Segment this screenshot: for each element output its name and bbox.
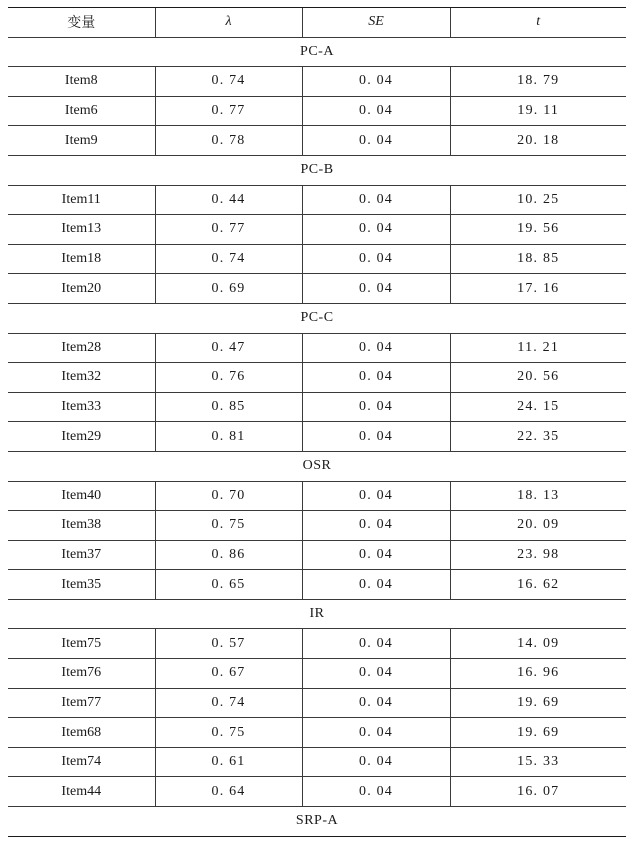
lambda-cell: 0. 44 bbox=[155, 185, 302, 215]
lambda-cell: 0. 74 bbox=[155, 244, 302, 274]
lambda-cell: 0. 57 bbox=[155, 629, 302, 659]
lambda-cell: 0. 75 bbox=[155, 718, 302, 748]
table-row bbox=[8, 392, 626, 422]
item-cell: Item20 bbox=[8, 274, 155, 304]
t-cell: 19. 69 bbox=[450, 688, 626, 718]
t-cell: 14. 09 bbox=[450, 629, 626, 659]
lambda-cell: 0. 64 bbox=[155, 777, 302, 807]
se-cell: 0. 04 bbox=[302, 718, 450, 748]
t-cell: 16. 62 bbox=[450, 570, 626, 600]
t-cell: 23. 98 bbox=[450, 540, 626, 570]
item-cell: Item74 bbox=[8, 747, 155, 777]
se-cell: 0. 04 bbox=[302, 540, 450, 570]
lambda-cell: 0. 86 bbox=[155, 540, 302, 570]
t-cell: 19. 69 bbox=[450, 718, 626, 748]
item-cell: Item18 bbox=[8, 244, 155, 274]
t-cell: 19. 11 bbox=[450, 96, 626, 126]
se-cell: 0. 04 bbox=[302, 244, 450, 274]
table-row bbox=[8, 244, 626, 274]
table-row bbox=[8, 185, 626, 215]
t-cell: 19. 56 bbox=[450, 215, 626, 245]
item-cell: Item37 bbox=[8, 540, 155, 570]
header-row bbox=[8, 8, 626, 38]
se-cell: 0. 04 bbox=[302, 481, 450, 511]
lambda-cell: 0. 74 bbox=[155, 67, 302, 97]
se-cell: 0. 04 bbox=[302, 67, 450, 97]
group-label: IR bbox=[8, 599, 626, 629]
se-cell: 0. 04 bbox=[302, 629, 450, 659]
t-cell: 20. 56 bbox=[450, 363, 626, 393]
item-cell: Item28 bbox=[8, 333, 155, 363]
lambda-cell: 0. 81 bbox=[155, 422, 302, 452]
table-row bbox=[8, 215, 626, 245]
lambda-cell: 0. 76 bbox=[155, 363, 302, 393]
se-cell: 0. 04 bbox=[302, 422, 450, 452]
t-cell: 22. 35 bbox=[450, 422, 626, 452]
t-cell: 18. 79 bbox=[450, 67, 626, 97]
table-body bbox=[8, 37, 626, 836]
table-row bbox=[8, 96, 626, 126]
table-row bbox=[8, 718, 626, 748]
se-cell: 0. 04 bbox=[302, 747, 450, 777]
item-cell: Item40 bbox=[8, 481, 155, 511]
t-cell: 24. 15 bbox=[450, 392, 626, 422]
t-cell: 20. 09 bbox=[450, 511, 626, 541]
group-row bbox=[8, 303, 626, 333]
se-cell: 0. 04 bbox=[302, 688, 450, 718]
item-cell: Item9 bbox=[8, 126, 155, 156]
lambda-cell: 0. 65 bbox=[155, 570, 302, 600]
se-cell: 0. 04 bbox=[302, 96, 450, 126]
table-row bbox=[8, 363, 626, 393]
lambda-cell: 0. 85 bbox=[155, 392, 302, 422]
se-cell: 0. 04 bbox=[302, 274, 450, 304]
se-cell: 0. 04 bbox=[302, 511, 450, 541]
lambda-cell: 0. 75 bbox=[155, 511, 302, 541]
t-cell: 15. 33 bbox=[450, 747, 626, 777]
group-label: PC-C bbox=[8, 303, 626, 333]
group-row bbox=[8, 451, 626, 481]
table-row bbox=[8, 659, 626, 689]
item-cell: Item6 bbox=[8, 96, 155, 126]
t-cell: 18. 13 bbox=[450, 481, 626, 511]
group-label: OSR bbox=[8, 451, 626, 481]
lambda-cell: 0. 77 bbox=[155, 96, 302, 126]
data-table bbox=[8, 7, 626, 837]
header-t: t bbox=[450, 8, 626, 38]
lambda-cell: 0. 74 bbox=[155, 688, 302, 718]
table-row bbox=[8, 67, 626, 97]
lambda-cell: 0. 61 bbox=[155, 747, 302, 777]
t-cell: 11. 21 bbox=[450, 333, 626, 363]
se-cell: 0. 04 bbox=[302, 126, 450, 156]
item-cell: Item76 bbox=[8, 659, 155, 689]
table-row bbox=[8, 688, 626, 718]
item-cell: Item13 bbox=[8, 215, 155, 245]
lambda-cell: 0. 77 bbox=[155, 215, 302, 245]
factor-loading-table bbox=[8, 7, 626, 837]
se-cell: 0. 04 bbox=[302, 215, 450, 245]
t-cell: 20. 18 bbox=[450, 126, 626, 156]
t-cell: 16. 07 bbox=[450, 777, 626, 807]
table-row bbox=[8, 274, 626, 304]
se-cell: 0. 04 bbox=[302, 659, 450, 689]
group-row bbox=[8, 155, 626, 185]
lambda-cell: 0. 78 bbox=[155, 126, 302, 156]
se-cell: 0. 04 bbox=[302, 570, 450, 600]
item-cell: Item32 bbox=[8, 363, 155, 393]
group-label: PC-B bbox=[8, 155, 626, 185]
lambda-cell: 0. 69 bbox=[155, 274, 302, 304]
item-cell: Item44 bbox=[8, 777, 155, 807]
table-row bbox=[8, 126, 626, 156]
table-row bbox=[8, 629, 626, 659]
table-row bbox=[8, 777, 626, 807]
group-row bbox=[8, 599, 626, 629]
t-cell: 17. 16 bbox=[450, 274, 626, 304]
lambda-cell: 0. 70 bbox=[155, 481, 302, 511]
lambda-cell: 0. 67 bbox=[155, 659, 302, 689]
item-cell: Item38 bbox=[8, 511, 155, 541]
se-cell: 0. 04 bbox=[302, 363, 450, 393]
table-row bbox=[8, 540, 626, 570]
table-row bbox=[8, 481, 626, 511]
se-cell: 0. 04 bbox=[302, 333, 450, 363]
lambda-cell: 0. 47 bbox=[155, 333, 302, 363]
se-cell: 0. 04 bbox=[302, 777, 450, 807]
group-row bbox=[8, 807, 626, 837]
table-row bbox=[8, 570, 626, 600]
item-cell: Item33 bbox=[8, 392, 155, 422]
table-row bbox=[8, 511, 626, 541]
group-row bbox=[8, 37, 626, 67]
se-cell: 0. 04 bbox=[302, 392, 450, 422]
header-lambda: λ bbox=[155, 8, 302, 38]
t-cell: 10. 25 bbox=[450, 185, 626, 215]
group-label: PC-A bbox=[8, 37, 626, 67]
item-cell: Item77 bbox=[8, 688, 155, 718]
item-cell: Item8 bbox=[8, 67, 155, 97]
group-label: SRP-A bbox=[8, 807, 626, 837]
header-variable: 变量 bbox=[8, 8, 155, 38]
item-cell: Item35 bbox=[8, 570, 155, 600]
t-cell: 18. 85 bbox=[450, 244, 626, 274]
t-cell: 16. 96 bbox=[450, 659, 626, 689]
header-se: SE bbox=[302, 8, 450, 38]
item-cell: Item29 bbox=[8, 422, 155, 452]
table-row bbox=[8, 422, 626, 452]
table-row bbox=[8, 747, 626, 777]
table-row bbox=[8, 333, 626, 363]
item-cell: Item11 bbox=[8, 185, 155, 215]
item-cell: Item68 bbox=[8, 718, 155, 748]
se-cell: 0. 04 bbox=[302, 185, 450, 215]
item-cell: Item75 bbox=[8, 629, 155, 659]
